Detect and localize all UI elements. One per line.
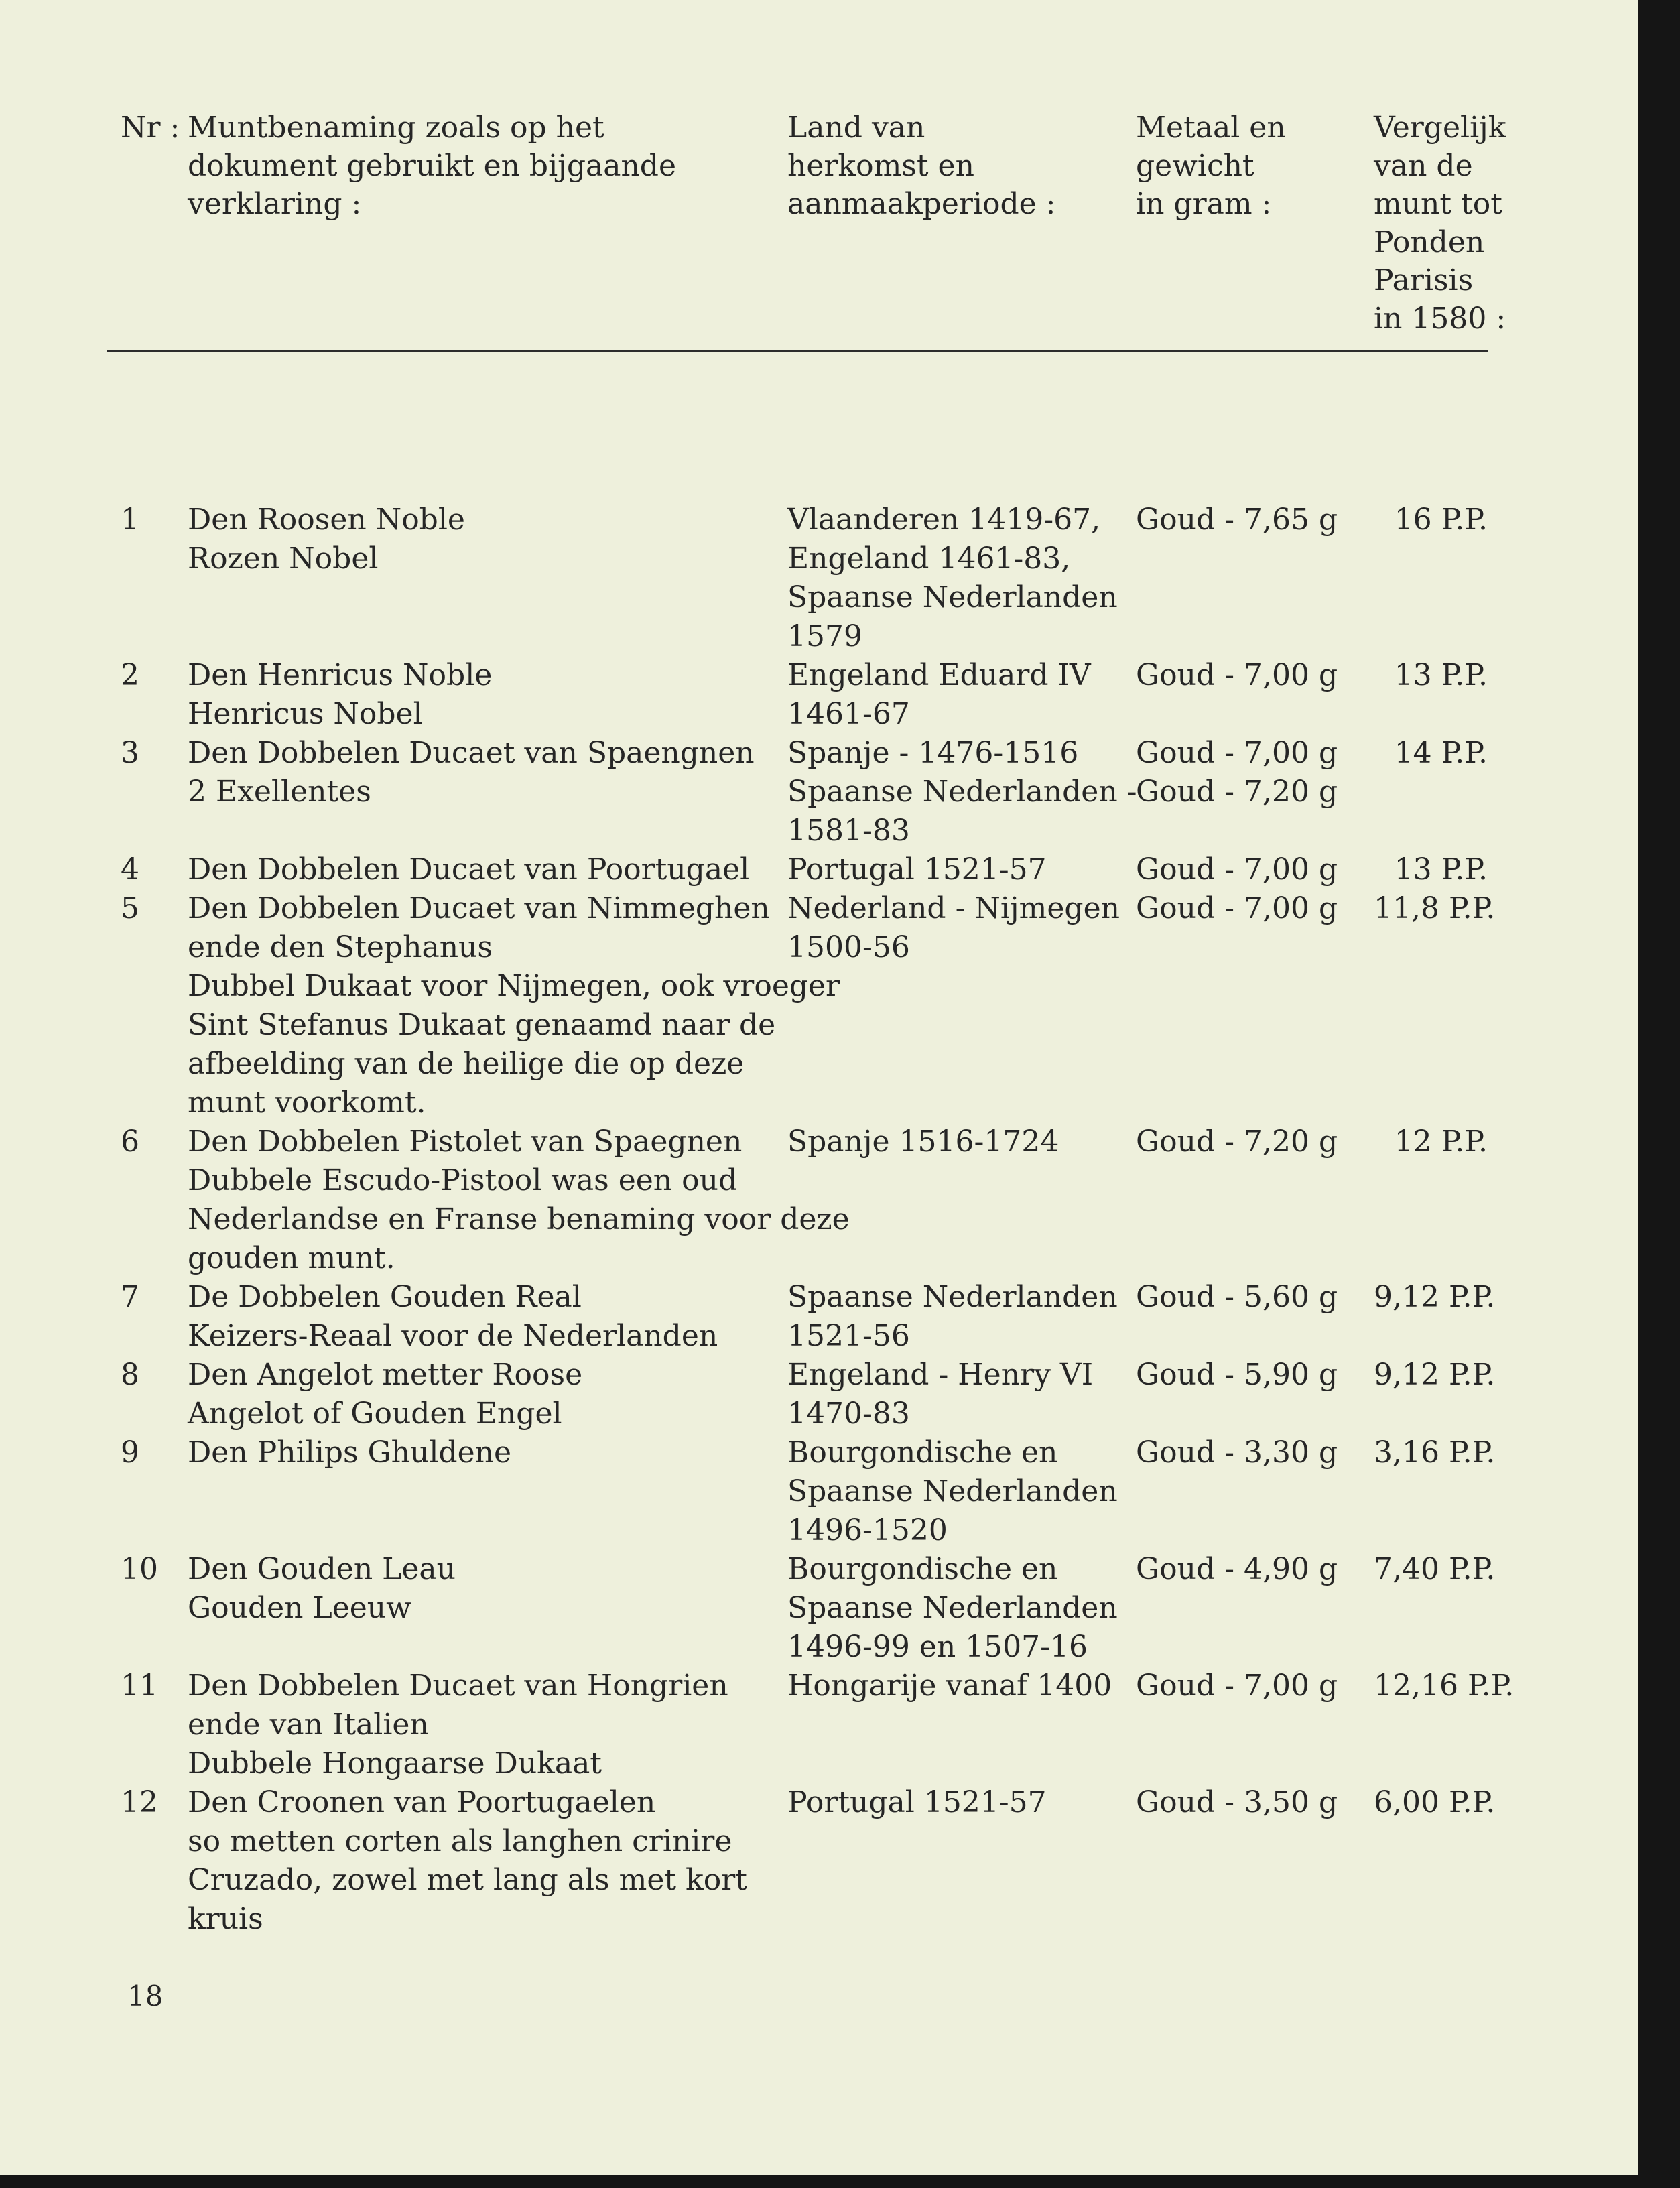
coin-note-line: Nederlandse en Franse benaming voor deze — [188, 1202, 850, 1236]
coin-origin-line: Portugal 1521-57 — [787, 852, 1047, 887]
coin-origin-line: 1461-67 — [787, 697, 910, 731]
page-number: 18 — [127, 1980, 164, 2012]
table-row — [107, 1356, 1496, 1433]
header-metal-line: Metaal en — [1136, 111, 1286, 145]
coin-name-line: Den Gouden Leau — [188, 1552, 456, 1586]
header-nr: Nr : — [121, 111, 180, 145]
header-ref-line: in 1580 : — [1374, 302, 1506, 336]
coin-name-line: Den Dobbelen Ducaet van Poortugael — [188, 852, 750, 887]
coin-origin — [787, 850, 1136, 889]
coin-name — [188, 1783, 787, 1939]
coin-origin-line: Spaanse Nederlanden — [787, 1280, 1118, 1314]
coin-name-line: Den Henricus Noble — [188, 658, 493, 692]
coin-origin-line: 1500-56 — [787, 930, 910, 964]
header-metal-line: in gram : — [1136, 187, 1272, 221]
coin-name-line: Gouden Leeuw — [188, 1591, 411, 1625]
coin-origin — [787, 1433, 1136, 1550]
coin-value-line: 9,12 P.P. — [1374, 1280, 1496, 1314]
header-ref-line: Parisis — [1374, 263, 1474, 298]
coin-name-line: ende den Stephanus — [188, 930, 493, 964]
coin-name-line: Cruzado, zowel met lang als met kort — [188, 1863, 747, 1897]
header-name-line: Muntbenaming zoals op het — [188, 111, 604, 145]
coin-note — [188, 1161, 1136, 1278]
header-spacer — [107, 352, 1488, 501]
coin-metal-line: Goud - 3,50 g — [1136, 1785, 1338, 1819]
table-row — [107, 734, 1488, 850]
coin-metal-line: Goud - 7,00 g — [1136, 736, 1338, 770]
coin-value-line: 14 P.P. — [1394, 736, 1488, 770]
coin-name-line: Den Croonen van Poortugaelen — [188, 1785, 656, 1819]
coin-note-line: munt voorkomt. — [188, 1086, 426, 1120]
row-nr: 4 — [121, 852, 139, 887]
header-origin-line: herkomst en — [787, 149, 974, 183]
coin-name-line: Henricus Nobel — [188, 697, 423, 731]
coin-origin-line: Bourgondische en — [787, 1552, 1058, 1586]
coin-origin — [787, 734, 1136, 850]
coin-value — [1374, 889, 1496, 967]
coin-metal — [1136, 734, 1374, 850]
row-nr: 8 — [121, 1358, 139, 1392]
header-ref-line: munt tot — [1374, 187, 1502, 221]
coin-metal — [1136, 1667, 1374, 1783]
coin-name — [188, 656, 787, 734]
coin-name-line: Keizers-Reaal voor de Nederlanden — [188, 1319, 718, 1353]
coin-origin-line: Engeland 1461-83, — [787, 541, 1071, 576]
table-row — [107, 656, 1488, 734]
coin-origin — [787, 1356, 1136, 1433]
coin-name-line: De Dobbelen Gouden Real — [188, 1280, 582, 1314]
coin-metal — [1136, 1433, 1374, 1550]
note-indent — [107, 967, 188, 1122]
coin-value — [1374, 1278, 1496, 1356]
row-nr: 3 — [121, 736, 139, 770]
coin-origin — [787, 1278, 1136, 1356]
coin-value-line: 3,16 P.P. — [1374, 1435, 1496, 1470]
note-indent — [107, 1161, 188, 1278]
header-origin — [787, 109, 1136, 338]
row-nr: 2 — [121, 658, 139, 692]
row-nr: 6 — [121, 1124, 139, 1159]
table-row — [107, 1278, 1496, 1356]
table-row — [107, 1122, 1488, 1161]
coin-origin-line: Spanje 1516-1724 — [787, 1124, 1059, 1159]
coin-origin — [787, 889, 1136, 967]
coin-origin-line: Spaanse Nederlanden - — [787, 775, 1137, 809]
coin-value — [1374, 850, 1488, 889]
coin-name-line: so metten corten als langhen crinire — [188, 1824, 732, 1858]
coin-origin-line: Vlaanderen 1419-67, — [787, 503, 1101, 537]
coin-metal-line: Goud - 7,00 g — [1136, 658, 1338, 692]
header-metal-line: gewicht — [1136, 149, 1254, 183]
table-row — [107, 1667, 1514, 1783]
coin-origin — [787, 1783, 1136, 1939]
table-row — [107, 1550, 1496, 1667]
table-row — [107, 850, 1488, 889]
coin-name-line: Den Dobbelen Ducaet van Spaengnen — [188, 736, 755, 770]
coin-metal-line: Goud - 7,20 g — [1136, 1124, 1338, 1159]
coin-metal — [1136, 656, 1374, 734]
coin-origin-line: 1581-83 — [787, 814, 910, 848]
coin-value-line: 13 P.P. — [1394, 852, 1488, 887]
coin-value — [1374, 501, 1488, 656]
coin-name — [188, 734, 787, 850]
header-origin-line: aanmaakperiode : — [787, 187, 1056, 221]
coin-name-line: Den Roosen Noble — [188, 503, 465, 537]
coin-name-line: ende van Italien — [188, 1708, 429, 1742]
coin-name — [188, 1550, 787, 1667]
row-nr: 9 — [121, 1435, 139, 1470]
coin-origin — [787, 1550, 1136, 1667]
table-body — [107, 501, 1514, 1939]
coin-note-line: Sint Stefanus Dukaat genaamd naar de — [188, 1008, 776, 1042]
coin-metal-line: Goud - 7,65 g — [1136, 503, 1338, 537]
coin-origin-line: Engeland - Henry VI — [787, 1358, 1094, 1392]
table-row-note — [107, 967, 1488, 1122]
table-row — [107, 889, 1496, 967]
coin-metal — [1136, 1122, 1374, 1161]
coin-metal-line: Goud - 3,30 g — [1136, 1435, 1338, 1470]
coin-origin-line: Spanje - 1476-1516 — [787, 736, 1079, 770]
coin-name — [188, 1122, 787, 1161]
row-nr: 7 — [121, 1280, 139, 1314]
coin-value-line: 11,8 P.P. — [1374, 891, 1496, 925]
coin-origin-line: Spaanse Nederlanden — [787, 1591, 1118, 1625]
coin-metal — [1136, 850, 1374, 889]
coin-value-line: 16 P.P. — [1394, 503, 1488, 537]
coin-value-line: 7,40 P.P. — [1374, 1552, 1496, 1586]
coin-name — [188, 1433, 787, 1550]
coin-name-line: Angelot of Gouden Engel — [188, 1397, 562, 1431]
coin-note-line: Dubbele Escudo-Pistool was een oud — [188, 1163, 738, 1198]
table-row — [107, 1433, 1496, 1550]
table-row-note — [107, 1161, 1488, 1278]
header-ref-line: Vergelijk — [1374, 111, 1506, 145]
coin-name — [188, 1356, 787, 1433]
coin-value — [1374, 1550, 1496, 1667]
coin-value — [1374, 734, 1488, 850]
coin-name-line: Den Dobbelen Ducaet van Nimmeghen — [188, 891, 770, 925]
header-origin-line: Land van — [787, 111, 925, 145]
coin-metal-line: Goud - 7,20 g — [1136, 775, 1338, 809]
coin-note — [188, 967, 1136, 1122]
table-row — [107, 501, 1488, 656]
header-ref-line: Ponden — [1374, 225, 1485, 259]
coin-metal — [1136, 1278, 1374, 1356]
coin-origin — [787, 501, 1136, 656]
coin-value-line: 13 P.P. — [1394, 658, 1488, 692]
coin-origin-line: 1579 — [787, 619, 862, 653]
coin-name-line: kruis — [188, 1902, 263, 1936]
coin-origin-line: Portugal 1521-57 — [787, 1785, 1047, 1819]
row-nr: 5 — [121, 891, 139, 925]
coin-origin-line: 1496-99 en 1507-16 — [787, 1630, 1088, 1664]
coin-metal — [1136, 889, 1374, 967]
coin-metal-line: Goud - 7,00 g — [1136, 852, 1338, 887]
coin-metal-line: Goud - 7,00 g — [1136, 1669, 1338, 1703]
coin-origin-line: Spaanse Nederlanden — [787, 580, 1118, 615]
coin-value — [1374, 1433, 1496, 1550]
coin-name-line: 2 Exellentes — [188, 775, 371, 809]
coin-origin — [787, 1667, 1136, 1783]
scan-edge-bottom — [0, 2175, 1680, 2188]
coin-metal-line: Goud - 5,90 g — [1136, 1358, 1338, 1392]
coin-origin-line: 1470-83 — [787, 1397, 910, 1431]
row-nr: 10 — [121, 1552, 158, 1586]
coin-origin — [787, 656, 1136, 734]
coin-name — [188, 850, 787, 889]
coin-metal-line: Goud - 7,00 g — [1136, 891, 1338, 925]
coin-name-line: Rozen Nobel — [188, 541, 379, 576]
coin-origin-line: Hongarije vanaf 1400 — [787, 1669, 1112, 1703]
coin-note-line: Dubbel Dukaat voor Nijmegen, ook vroeger — [188, 969, 840, 1003]
coin-metal-line: Goud - 4,90 g — [1136, 1552, 1338, 1586]
coin-origin-line: 1496-1520 — [787, 1513, 948, 1547]
coin-name-line: Den Philips Ghuldene — [188, 1435, 512, 1470]
coin-value-line: 9,12 P.P. — [1374, 1358, 1496, 1392]
coin-value — [1374, 1356, 1496, 1433]
coin-name-line: Dubbele Hongaarse Dukaat — [188, 1746, 602, 1781]
row-nr: 11 — [121, 1669, 158, 1703]
header-ref — [1374, 109, 1506, 338]
header-ref-line: van de — [1374, 149, 1473, 183]
header-name-line: verklaring : — [188, 187, 362, 221]
coin-origin-line: Engeland Eduard IV — [787, 658, 1091, 692]
coin-value-line: 6,00 P.P. — [1374, 1785, 1496, 1819]
coin-metal — [1136, 1783, 1374, 1939]
coin-value-line: 12,16 P.P. — [1374, 1669, 1514, 1703]
header-metal — [1136, 109, 1374, 338]
coin-metal-line: Goud - 5,60 g — [1136, 1280, 1338, 1314]
coin-value — [1374, 1783, 1496, 1939]
coin-origin-line: Nederland - Nijmegen — [787, 891, 1120, 925]
coin-name — [188, 1667, 787, 1783]
coin-name — [188, 889, 787, 967]
coin-metal — [1136, 1550, 1374, 1667]
coin-name — [188, 1278, 787, 1356]
coin-origin — [787, 1122, 1136, 1161]
coin-metal — [1136, 1356, 1374, 1433]
scan-edge-right — [1638, 0, 1680, 2188]
coin-note-line: gouden munt. — [188, 1241, 395, 1275]
table-row — [107, 1783, 1496, 1939]
table-header — [107, 109, 1506, 338]
coin-value — [1374, 656, 1488, 734]
coin-value — [1374, 1122, 1488, 1161]
coin-origin-line: Spaanse Nederlanden — [787, 1474, 1118, 1508]
coin-name-line: Den Dobbelen Pistolet van Spaegnen — [188, 1124, 742, 1159]
coin-value — [1374, 1667, 1514, 1783]
coin-name-line: Den Angelot metter Roose — [188, 1358, 583, 1392]
coin-note-line: afbeelding van de heilige die op deze — [188, 1047, 745, 1081]
header-name — [188, 109, 787, 338]
coin-origin-line: 1521-56 — [787, 1319, 910, 1353]
coin-name-line: Den Dobbelen Ducaet van Hongrien — [188, 1669, 728, 1703]
coin-table — [107, 109, 1514, 1939]
coin-value-line: 12 P.P. — [1394, 1124, 1488, 1159]
coin-origin-line: Bourgondische en — [787, 1435, 1058, 1470]
coin-name — [188, 501, 787, 656]
header-name-line: dokument gebruikt en bijgaande — [188, 149, 676, 183]
coin-metal — [1136, 501, 1374, 656]
row-nr: 12 — [121, 1785, 158, 1819]
row-nr: 1 — [121, 503, 139, 537]
